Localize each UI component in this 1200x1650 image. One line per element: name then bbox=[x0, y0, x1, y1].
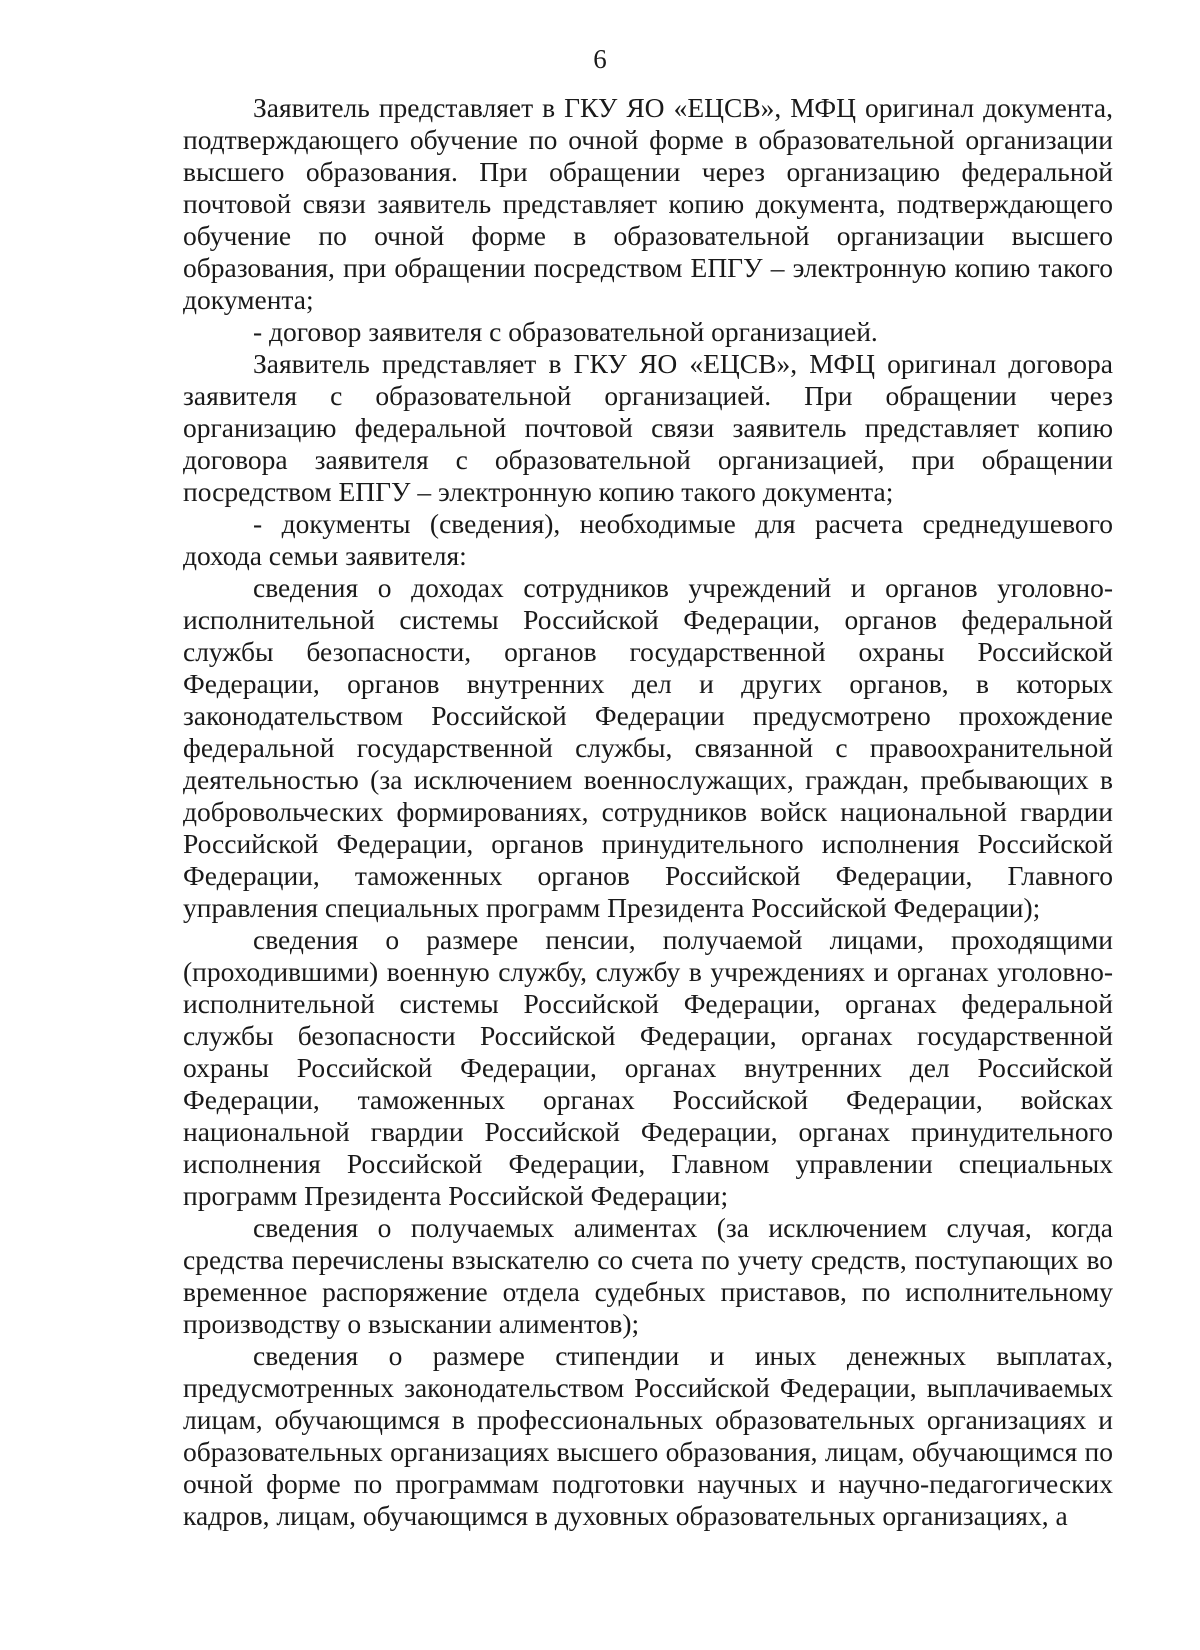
page-number: 6 bbox=[593, 44, 607, 74]
paragraph-original-education-document: Заявитель представляет в ГКУ ЯО «ЕЦСВ», МФЦ оригинал документа, подтверждающего обучение по очной форме в образовательной организации высшего образования. При обращении через организацию федеральной почтовой связи заявитель представляет копию документа, подтверждающего обучение по очной форме в образовательной организации высшего образования, при обращении посредством ЕПГУ – электронную копию такого документа; bbox=[183, 92, 1113, 315]
paragraph-income-documents-item: - документы (сведения), необходимые для расчета среднедушевого дохода семьи заявителя: bbox=[183, 508, 1113, 571]
paragraph-original-contract: Заявитель представляет в ГКУ ЯО «ЕЦСВ», МФЦ оригинал договора заявителя с образовательной организацией. При обращении через организацию федеральной почтовой связи заявитель представляет копию договора заявителя с образовательной организацией, при обращении посредством ЕПГУ – электронную копию такого документа; bbox=[183, 348, 1113, 507]
paragraph-contract-item: - договор заявителя с образовательной организацией. bbox=[253, 316, 878, 347]
paragraph-employee-income-info: сведения о доходах сотрудников учреждений и органов уголовно-исполнительной системы Российской Федерации, органов федеральной службы безопасности, органов государственной охраны Российской Федерации, органов внутренних дел и других органов, в которых законодательством Российской Федерации предусмотрено прохождение федеральной государственной службы, связанной с правоохранительной деятельностью (за исключением военнослужащих, граждан, пребывающих в добровольческих формированиях, сотрудников войск национальной гвардии Российской Федерации, органов принудительного исполнения Российской Федерации, таможенных органов Российской Федерации, Главного управления специальных программ Президента Российской Федерации); bbox=[183, 572, 1113, 923]
paragraph-pension-info: сведения о размере пенсии, получаемой лицами, проходящими (проходившими) военную службу, службу в учреждениях и органах уголовно-исполнительной системы Российской Федерации, органах федеральной службы безопасности Российской Федерации, органах государственной охраны Российской Федерации, органах внутренних дел Российской Федерации, таможенных органах Российской Федерации, войсках национальной гвардии Российской Федерации, органах принудительного исполнения Российской Федерации, Главном управлении специальных программ Президента Российской Федерации; bbox=[183, 924, 1113, 1211]
paragraph-alimony-info: сведения о получаемых алиментах (за исключением случая, когда средства перечислены взыскателю со счета по учету средств, поступающих во временное распоряжение отдела судебных приставов, по исполнительному производству о взыскании алиментов); bbox=[183, 1212, 1113, 1339]
paragraph-scholarship-info: сведения о размере стипендии и иных денежных выплатах, предусмотренных законодательством Российской Федерации, выплачиваемых лицам, обучающимся в профессиональных образовательных организациях и образовательных организациях высшего образования, лицам, обучающимся по очной форме по программам подготовки научных и научно-педагогических кадров, лицам, обучающимся в духовных образовательных организациях, а bbox=[183, 1340, 1113, 1531]
document-body bbox=[183, 92, 1113, 1532]
